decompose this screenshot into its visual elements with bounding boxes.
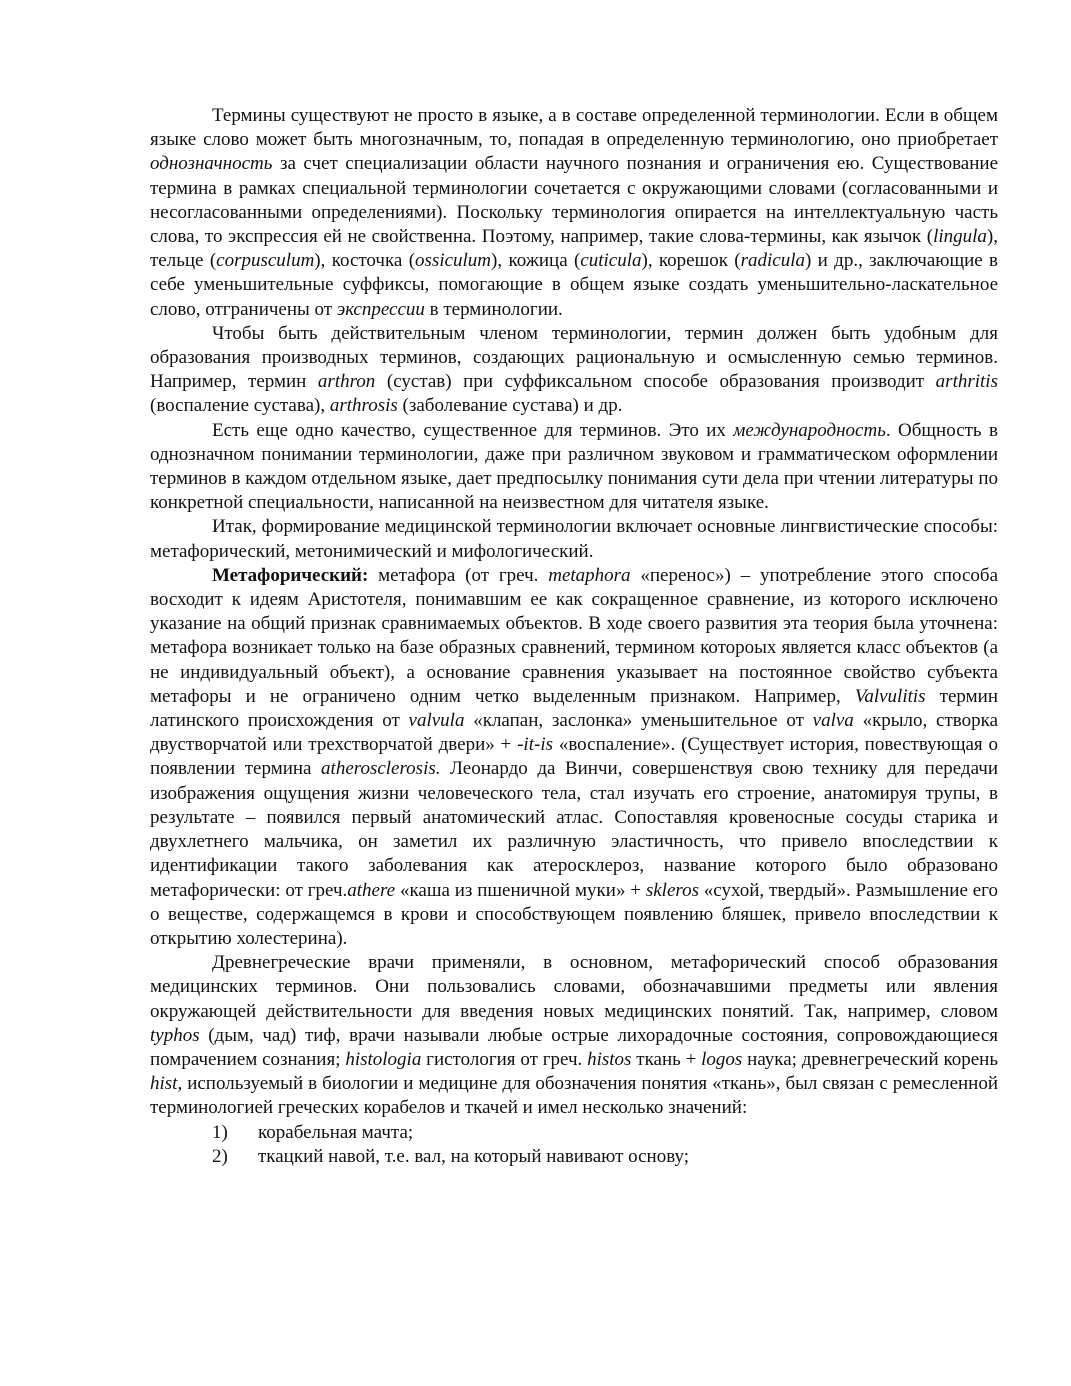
text-segment: «крыло, створка двустворчатой или трехстворчатой двери» + bbox=[150, 710, 999, 756]
text-segment: наука; древнегреческий корень bbox=[742, 1048, 998, 1070]
italic-term: hist bbox=[150, 1073, 178, 1095]
text-segment: (воспаление сустава), bbox=[150, 395, 330, 417]
italic-term: skleros bbox=[645, 879, 699, 901]
meanings-list bbox=[150, 1121, 998, 1169]
italic-term: logos bbox=[701, 1048, 743, 1070]
italic-term: radicula bbox=[740, 250, 806, 272]
text-segment: Есть еще одно качество, существенное для терминов. Это их bbox=[212, 419, 734, 441]
italic-term: valvula bbox=[408, 710, 465, 732]
italic-term: histos bbox=[587, 1048, 632, 1070]
italic-term: cuticula bbox=[580, 250, 642, 272]
body-text bbox=[150, 104, 998, 1121]
text-segment: за счет специализации области научного познания и ограничения ею. Существование термина в рамках специальной терминологии сочетается с окружающими словами (согласованными и несогласованными определениями). Поскольку терминология опирается на интеллектуальную часть слова, то экспрессия ей не свойственна. Поэтому, например, такие слова-термины, как язычок ( bbox=[150, 153, 998, 248]
italic-term: -it-is bbox=[517, 734, 553, 756]
text-segment: (сустав) при суффиксальном способе образования производит bbox=[375, 371, 936, 393]
italic-term: arthritis bbox=[935, 371, 998, 393]
text-segment: (дым, чад) тиф, врачи называли любые острые лихорадочные состояния, сопровождающиеся помрачением сознания; bbox=[150, 1024, 998, 1070]
text-segment: ) и др., заключающие в себе уменьшительные суффиксы, помогающие в общем языке создать уменьшительно-ласкательное слово, отграничены от bbox=[150, 250, 999, 320]
list-item bbox=[150, 1121, 998, 1145]
text-segment: «каша из пшеничной муки» + bbox=[395, 879, 646, 901]
text-segment: «сухой, твердый». Размышление его о веществе, содержащемся в крови и способствующем появлению бляшек, привело впоследствии к открытию холестерина). bbox=[150, 879, 998, 949]
italic-term: экспрессии bbox=[336, 298, 425, 320]
italic-term: valva bbox=[812, 710, 854, 732]
italic-term: lingula bbox=[933, 226, 987, 248]
text-segment: метафора (от греч. bbox=[368, 564, 549, 586]
italic-term: histologia bbox=[345, 1048, 422, 1070]
paragraph-metaphorical bbox=[150, 564, 998, 951]
italic-term: международность bbox=[733, 419, 886, 441]
italic-term: ossiculum bbox=[415, 250, 492, 272]
text-segment: ткань + bbox=[631, 1048, 702, 1070]
text-segment: Леонардо да Винчи, совершенствуя свою технику для передачи изображения ощущения жизни человеческого тела, стал изучать его строение, анатомируя трупы, в результате – появился первый анатомический атлас. Сопоставляя кровеносные сосуды старика и двухлетнего мальчика, он заметил их различную эластичность, что привело впоследствии к идентификации такого заболевания как атеросклероз, название которого было образовано метафорически: от греч. bbox=[150, 758, 998, 901]
text-segment: ), корешок ( bbox=[641, 250, 741, 272]
text-segment: ), косточка ( bbox=[314, 250, 416, 272]
paragraph-formation-methods bbox=[150, 515, 998, 563]
italic-term: atherosclerosis. bbox=[321, 758, 441, 780]
list-item-text: корабельная мачта; bbox=[258, 1121, 414, 1143]
text-segment: Термины существуют не просто в языке, а в составе определенной терминологии. Если в общем языке слово может быть многозначным, то, попадая в определенную терминологию, оно приобретает bbox=[150, 105, 998, 151]
italic-term: однозначность bbox=[150, 153, 273, 175]
paragraph-derivative-terms bbox=[150, 322, 998, 419]
italic-term: Valvulitis bbox=[854, 685, 926, 707]
text-segment: (заболевание сустава) и др. bbox=[397, 395, 623, 417]
list-item bbox=[150, 1145, 998, 1169]
text-segment: Итак, формирование медицинской терминологии включает основные лингвистические способы: метафорический, метонимический и мифологический. bbox=[150, 516, 998, 562]
italic-term: corpusculum bbox=[216, 250, 315, 272]
italic-term: typhos bbox=[150, 1024, 200, 1046]
bold-term: Метафорический: bbox=[212, 564, 369, 586]
text-segment: «клапан, заслонка» уменьшительное от bbox=[464, 710, 813, 732]
text-segment: «перенос») – употребление этого способа восходит к идеям Аристотеля, понимавшим ее как сокращенное сравнение, из которого исключено указание на общий признак сравнимаемых объектов. В ходе своего развития эта теория была уточнена: метафора возникает только на базе образных сравнений, термином котороых является класс объектов (а не индивидуальный объект), а основание сравнения указывает на постоянное свойство субъекта метафоры и не ограничено одним четко выделенным признаком. Например, bbox=[150, 564, 999, 707]
text-segment: ), кожица ( bbox=[491, 250, 581, 272]
text-segment: . Общность в однозначном понимании терминологии, даже при различном звуковом и грамматическом оформлении терминов в каждом отдельном языке, дает предпосылку понимания сути дела при чтении литературы по конкретной специальности, написанной на неизвестном для читателя языке. bbox=[150, 419, 998, 514]
text-segment: , используемый в биологии и медицине для обозначения понятия «ткань», был связан с ремесленной терминологией греческих корабелов и ткачей и имел несколько значений: bbox=[150, 1073, 998, 1119]
text-segment: в терминологии. bbox=[424, 298, 563, 320]
text-segment: Древнегреческие врачи применяли, в основном, метафорический способ образования медицинских терминов. Они пользовались словами, обозначавшими предметы или явления окружающей действительности для введения новых медицинских понятий. Так, например, словом bbox=[150, 952, 998, 1022]
text-segment: гистология от греч. bbox=[421, 1048, 588, 1070]
italic-term: arthrosis bbox=[329, 395, 398, 417]
paragraph-terms-in-terminology bbox=[150, 104, 998, 322]
list-item-text: ткацкий навой, т.е. вал, на который навивают основу; bbox=[258, 1145, 690, 1167]
text-segment: Чтобы быть действительным членом терминологии, термин должен быть удобным для образования производных терминов, создающих рациональную и осмысленную семью терминов. Например, термин bbox=[150, 322, 998, 393]
italic-term: arthron bbox=[317, 371, 376, 393]
list-item-number: 2) bbox=[212, 1145, 228, 1167]
italic-term: athere bbox=[347, 879, 396, 901]
italic-term: metaphora bbox=[548, 564, 631, 586]
text-segment: термин латинского происхождения от bbox=[150, 685, 998, 732]
document-page bbox=[150, 104, 998, 1169]
paragraph-internationality bbox=[150, 419, 998, 516]
text-segment: «воспаление». (Существует история, повествующая о появлении термина bbox=[150, 734, 998, 780]
paragraph-ancient-greek-doctors bbox=[150, 951, 998, 1120]
text-segment: ), тельце ( bbox=[150, 226, 998, 272]
list-item-number: 1) bbox=[212, 1121, 228, 1143]
